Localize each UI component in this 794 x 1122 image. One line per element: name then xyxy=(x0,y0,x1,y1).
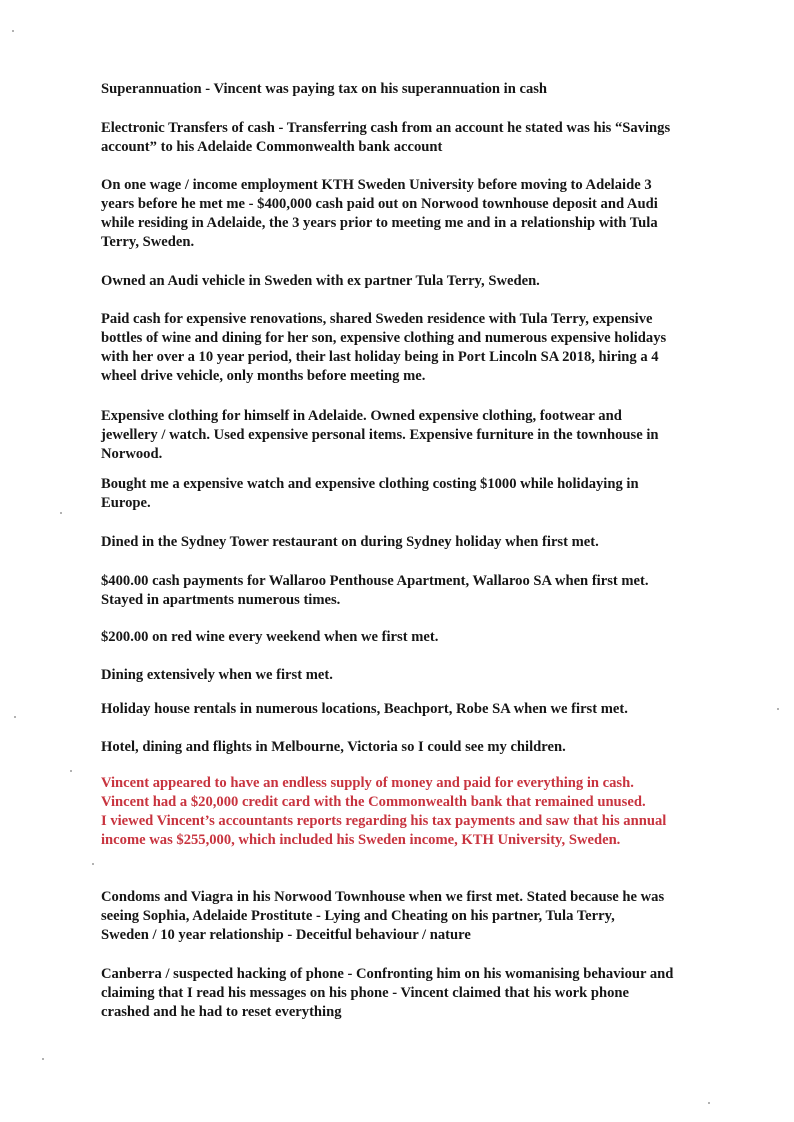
paragraph-holiday-rentals: Holiday house rentals in numerous locations, Beachport, Robe SA when we first met. xyxy=(101,701,628,717)
paragraph-dining: Dining extensively when we first met. xyxy=(101,667,333,683)
paragraph-condoms-viagra: Condoms and Viagra in his Norwood Townhouse when we first met. Stated because he was seeing Sophia, Adelaide Prostitute - Lying and Cheating on his partner, Tula Terry, Sweden / 10 year relationship - Deceitful behaviour / nature xyxy=(101,889,665,943)
scan-speck xyxy=(60,512,62,514)
paragraph-watch-gift: Bought me a expensive watch and expensive clothing costing $1000 while holidaying in Europe. xyxy=(101,476,639,511)
paragraph-audi-vehicle: Owned an Audi vehicle in Sweden with ex partner Tula Terry, Sweden. xyxy=(101,273,540,289)
paragraph-red-wine: $200.00 on red wine every weekend when we first met. xyxy=(101,629,439,645)
paragraph-canberra-phone: Canberra / suspected hacking of phone - Confronting him on his womanising behaviour and claiming that I read his messages on his phone - Vincent claimed that his work phone crashed and he had to reset everything xyxy=(101,966,674,1020)
scan-speck xyxy=(70,770,72,772)
scan-speck xyxy=(777,708,779,710)
paragraph-one-wage-income: On one wage / income employment KTH Sweden University before moving to Adelaide 3 years before he met me - $400,000 cash paid out on Norwood townhouse deposit and Audi while residing in Adelaide, the 3 years prior to meeting me and in a relationship with Tula Terry, Sweden. xyxy=(101,177,658,250)
paragraph-melbourne: Hotel, dining and flights in Melbourne, Victoria so I could see my children. xyxy=(101,739,566,755)
scan-speck xyxy=(14,716,16,718)
paragraph-expensive-clothing: Expensive clothing for himself in Adelaide. Owned expensive clothing, footwear and jewellery / watch. Used expensive personal items. Expensive furniture in the townhouse in Norwood. xyxy=(101,408,659,462)
paragraph-wallaroo-apartment: $400.00 cash payments for Wallaroo Penthouse Apartment, Wallaroo SA when first met. Stayed in apartments numerous times. xyxy=(101,573,649,608)
paragraph-endless-money-highlight: Vincent appeared to have an endless supply of money and paid for everything in cash. Vincent had a $20,000 credit card with the Commonwealth bank that remained unused. I viewed Vincent’s accountants reports regarding his tax payments and saw that his annual income was $255,000, which included his Sweden income, KTH University, Sweden. xyxy=(101,775,667,848)
scan-speck xyxy=(42,1058,44,1060)
paragraph-renovations: Paid cash for expensive renovations, shared Sweden residence with Tula Terry, expensive bottles of wine and dining for her son, expensive clothing and numerous expensive holidays with her over a 10 year period, their last holiday being in Port Lincoln SA 2018, hiring a 4 wheel drive vehicle, only months before meeting me. xyxy=(101,311,667,384)
paragraph-superannuation: Superannuation - Vincent was paying tax on his superannuation in cash xyxy=(101,81,548,97)
scan-speck xyxy=(12,30,14,32)
paragraph-electronic-transfers: Electronic Transfers of cash - Transferring cash from an account he stated was his “Savings account” to his Adelaide Commonwealth bank account xyxy=(101,120,671,155)
scan-speck xyxy=(708,1102,710,1104)
scan-speck xyxy=(92,863,94,865)
paragraph-sydney-tower: Dined in the Sydney Tower restaurant on during Sydney holiday when first met. xyxy=(101,534,599,550)
